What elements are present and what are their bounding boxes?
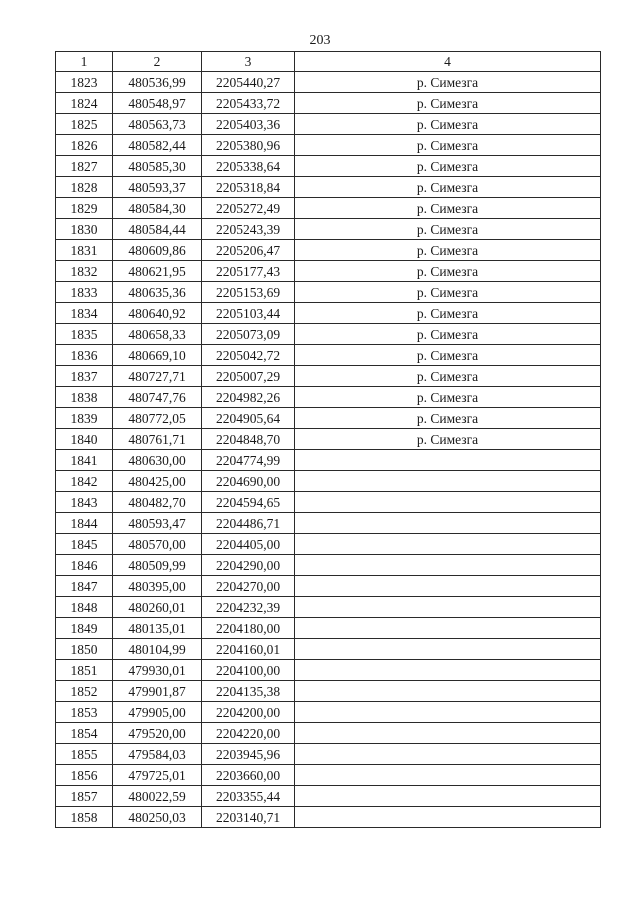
description-cell xyxy=(295,492,601,513)
point-number-cell: 1855 xyxy=(56,744,113,765)
x-coordinate-cell: 480584,44 xyxy=(113,219,202,240)
y-coordinate-cell: 2205206,47 xyxy=(202,240,295,261)
point-number-cell: 1857 xyxy=(56,786,113,807)
page-number: 203 xyxy=(309,33,331,48)
point-number-cell: 1838 xyxy=(56,387,113,408)
description-cell: р. Симезга xyxy=(295,198,601,219)
y-coordinate-cell: 2205103,44 xyxy=(202,303,295,324)
y-coordinate-cell: 2205007,29 xyxy=(202,366,295,387)
y-coordinate-cell: 2204200,00 xyxy=(202,702,295,723)
y-coordinate-cell: 2204100,00 xyxy=(202,660,295,681)
x-coordinate-cell: 480727,71 xyxy=(113,366,202,387)
table-row xyxy=(56,261,601,282)
y-coordinate-cell: 2205153,69 xyxy=(202,282,295,303)
point-number-cell: 1826 xyxy=(56,135,113,156)
x-coordinate-cell: 480509,99 xyxy=(113,555,202,576)
table-row xyxy=(56,555,601,576)
description-cell xyxy=(295,639,601,660)
table-row xyxy=(56,303,601,324)
x-coordinate-cell: 480536,99 xyxy=(113,72,202,93)
description-cell xyxy=(295,471,601,492)
description-cell: р. Симезга xyxy=(295,366,601,387)
description-cell: р. Симезга xyxy=(295,303,601,324)
x-coordinate-cell: 480482,70 xyxy=(113,492,202,513)
description-cell xyxy=(295,618,601,639)
y-coordinate-cell: 2205243,39 xyxy=(202,219,295,240)
table-row xyxy=(56,198,601,219)
x-coordinate-cell: 480135,01 xyxy=(113,618,202,639)
description-cell xyxy=(295,681,601,702)
point-number-cell: 1840 xyxy=(56,429,113,450)
description-cell: р. Симезга xyxy=(295,135,601,156)
point-number-cell: 1831 xyxy=(56,240,113,261)
point-number-cell: 1830 xyxy=(56,219,113,240)
point-number-cell: 1841 xyxy=(56,450,113,471)
y-coordinate-cell: 2204905,64 xyxy=(202,408,295,429)
x-coordinate-cell: 480593,47 xyxy=(113,513,202,534)
table-row xyxy=(56,681,601,702)
x-coordinate-cell: 480425,00 xyxy=(113,471,202,492)
point-number-cell: 1849 xyxy=(56,618,113,639)
y-coordinate-cell: 2205272,49 xyxy=(202,198,295,219)
point-number-cell: 1824 xyxy=(56,93,113,114)
x-coordinate-cell: 479520,00 xyxy=(113,723,202,744)
header-col-4: 4 xyxy=(295,52,601,72)
description-cell xyxy=(295,660,601,681)
y-coordinate-cell: 2203660,00 xyxy=(202,765,295,786)
point-number-cell: 1845 xyxy=(56,534,113,555)
table-row xyxy=(56,660,601,681)
table-row xyxy=(56,156,601,177)
point-number-cell: 1856 xyxy=(56,765,113,786)
y-coordinate-cell: 2205177,43 xyxy=(202,261,295,282)
y-coordinate-cell: 2205338,64 xyxy=(202,156,295,177)
table-body xyxy=(56,72,601,828)
x-coordinate-cell: 480609,86 xyxy=(113,240,202,261)
description-cell: р. Симезга xyxy=(295,387,601,408)
point-number-cell: 1846 xyxy=(56,555,113,576)
x-coordinate-cell: 480570,00 xyxy=(113,534,202,555)
x-coordinate-cell: 480250,03 xyxy=(113,807,202,828)
description-cell: р. Симезга xyxy=(295,261,601,282)
table-row xyxy=(56,408,601,429)
y-coordinate-cell: 2204594,65 xyxy=(202,492,295,513)
table-row xyxy=(56,345,601,366)
y-coordinate-cell: 2204232,39 xyxy=(202,597,295,618)
point-number-cell: 1836 xyxy=(56,345,113,366)
table-row xyxy=(56,366,601,387)
table-row xyxy=(56,744,601,765)
description-cell: р. Симезга xyxy=(295,240,601,261)
x-coordinate-cell: 480621,95 xyxy=(113,261,202,282)
x-coordinate-cell: 480630,00 xyxy=(113,450,202,471)
table-row xyxy=(56,114,601,135)
y-coordinate-cell: 2203945,96 xyxy=(202,744,295,765)
y-coordinate-cell: 2204220,00 xyxy=(202,723,295,744)
table-row xyxy=(56,177,601,198)
x-coordinate-cell: 480658,33 xyxy=(113,324,202,345)
header-col-2: 2 xyxy=(113,52,202,72)
table-row xyxy=(56,534,601,555)
table-row xyxy=(56,93,601,114)
x-coordinate-cell: 480747,76 xyxy=(113,387,202,408)
description-cell xyxy=(295,555,601,576)
y-coordinate-cell: 2203355,44 xyxy=(202,786,295,807)
y-coordinate-cell: 2203140,71 xyxy=(202,807,295,828)
description-cell xyxy=(295,450,601,471)
table-row xyxy=(56,492,601,513)
description-cell: р. Симезга xyxy=(295,156,601,177)
table-row xyxy=(56,450,601,471)
x-coordinate-cell: 479901,87 xyxy=(113,681,202,702)
header-col-1: 1 xyxy=(56,52,113,72)
x-coordinate-cell: 479930,01 xyxy=(113,660,202,681)
description-cell xyxy=(295,576,601,597)
point-number-cell: 1842 xyxy=(56,471,113,492)
x-coordinate-cell: 480593,37 xyxy=(113,177,202,198)
table-row xyxy=(56,324,601,345)
x-coordinate-cell: 480635,36 xyxy=(113,282,202,303)
x-coordinate-cell: 480022,59 xyxy=(113,786,202,807)
description-cell xyxy=(295,744,601,765)
description-cell xyxy=(295,513,601,534)
table-row xyxy=(56,576,601,597)
description-cell xyxy=(295,786,601,807)
description-cell: р. Симезга xyxy=(295,93,601,114)
y-coordinate-cell: 2205073,09 xyxy=(202,324,295,345)
x-coordinate-cell: 479905,00 xyxy=(113,702,202,723)
description-cell xyxy=(295,534,601,555)
description-cell: р. Симезга xyxy=(295,219,601,240)
y-coordinate-cell: 2205433,72 xyxy=(202,93,295,114)
point-number-cell: 1829 xyxy=(56,198,113,219)
point-number-cell: 1837 xyxy=(56,366,113,387)
x-coordinate-cell: 480563,73 xyxy=(113,114,202,135)
x-coordinate-cell: 480260,01 xyxy=(113,597,202,618)
point-number-cell: 1858 xyxy=(56,807,113,828)
y-coordinate-cell: 2204486,71 xyxy=(202,513,295,534)
description-cell xyxy=(295,765,601,786)
y-coordinate-cell: 2204690,00 xyxy=(202,471,295,492)
table-header-row xyxy=(56,52,601,72)
table-row xyxy=(56,219,601,240)
table-row xyxy=(56,807,601,828)
point-number-cell: 1853 xyxy=(56,702,113,723)
table-row xyxy=(56,387,601,408)
y-coordinate-cell: 2205440,27 xyxy=(202,72,295,93)
x-coordinate-cell: 480640,92 xyxy=(113,303,202,324)
table-row xyxy=(56,702,601,723)
y-coordinate-cell: 2204160,01 xyxy=(202,639,295,660)
x-coordinate-cell: 480584,30 xyxy=(113,198,202,219)
description-cell xyxy=(295,702,601,723)
y-coordinate-cell: 2205042,72 xyxy=(202,345,295,366)
table-row xyxy=(56,240,601,261)
point-number-cell: 1834 xyxy=(56,303,113,324)
description-cell xyxy=(295,597,601,618)
point-number-cell: 1827 xyxy=(56,156,113,177)
table-row xyxy=(56,723,601,744)
point-number-cell: 1852 xyxy=(56,681,113,702)
point-number-cell: 1832 xyxy=(56,261,113,282)
coordinates-table xyxy=(55,51,601,828)
x-coordinate-cell: 480395,00 xyxy=(113,576,202,597)
x-coordinate-cell: 479584,03 xyxy=(113,744,202,765)
point-number-cell: 1854 xyxy=(56,723,113,744)
header-col-3: 3 xyxy=(202,52,295,72)
description-cell xyxy=(295,807,601,828)
table-row xyxy=(56,72,601,93)
y-coordinate-cell: 2204290,00 xyxy=(202,555,295,576)
y-coordinate-cell: 2204270,00 xyxy=(202,576,295,597)
y-coordinate-cell: 2204774,99 xyxy=(202,450,295,471)
x-coordinate-cell: 480582,44 xyxy=(113,135,202,156)
y-coordinate-cell: 2205318,84 xyxy=(202,177,295,198)
description-cell: р. Симезга xyxy=(295,429,601,450)
table-row xyxy=(56,513,601,534)
point-number-cell: 1835 xyxy=(56,324,113,345)
table-row xyxy=(56,135,601,156)
x-coordinate-cell: 480761,71 xyxy=(113,429,202,450)
table-row xyxy=(56,786,601,807)
description-cell: р. Симезга xyxy=(295,72,601,93)
description-cell: р. Симезга xyxy=(295,408,601,429)
y-coordinate-cell: 2204405,00 xyxy=(202,534,295,555)
description-cell: р. Симезга xyxy=(295,324,601,345)
y-coordinate-cell: 2205380,96 xyxy=(202,135,295,156)
x-coordinate-cell: 480585,30 xyxy=(113,156,202,177)
point-number-cell: 1850 xyxy=(56,639,113,660)
point-number-cell: 1848 xyxy=(56,597,113,618)
point-number-cell: 1833 xyxy=(56,282,113,303)
y-coordinate-cell: 2204848,70 xyxy=(202,429,295,450)
table-row xyxy=(56,597,601,618)
point-number-cell: 1839 xyxy=(56,408,113,429)
description-cell: р. Симезга xyxy=(295,282,601,303)
point-number-cell: 1825 xyxy=(56,114,113,135)
point-number-cell: 1847 xyxy=(56,576,113,597)
point-number-cell: 1844 xyxy=(56,513,113,534)
y-coordinate-cell: 2205403,36 xyxy=(202,114,295,135)
description-cell xyxy=(295,723,601,744)
table-row xyxy=(56,765,601,786)
x-coordinate-cell: 480669,10 xyxy=(113,345,202,366)
point-number-cell: 1828 xyxy=(56,177,113,198)
y-coordinate-cell: 2204982,26 xyxy=(202,387,295,408)
point-number-cell: 1843 xyxy=(56,492,113,513)
table-row xyxy=(56,471,601,492)
x-coordinate-cell: 480548,97 xyxy=(113,93,202,114)
table-row xyxy=(56,639,601,660)
x-coordinate-cell: 479725,01 xyxy=(113,765,202,786)
point-number-cell: 1851 xyxy=(56,660,113,681)
y-coordinate-cell: 2204180,00 xyxy=(202,618,295,639)
description-cell: р. Симезга xyxy=(295,114,601,135)
table-row xyxy=(56,429,601,450)
table-row xyxy=(56,282,601,303)
point-number-cell: 1823 xyxy=(56,72,113,93)
x-coordinate-cell: 480104,99 xyxy=(113,639,202,660)
y-coordinate-cell: 2204135,38 xyxy=(202,681,295,702)
description-cell: р. Симезга xyxy=(295,345,601,366)
x-coordinate-cell: 480772,05 xyxy=(113,408,202,429)
description-cell: р. Симезга xyxy=(295,177,601,198)
table-row xyxy=(56,618,601,639)
